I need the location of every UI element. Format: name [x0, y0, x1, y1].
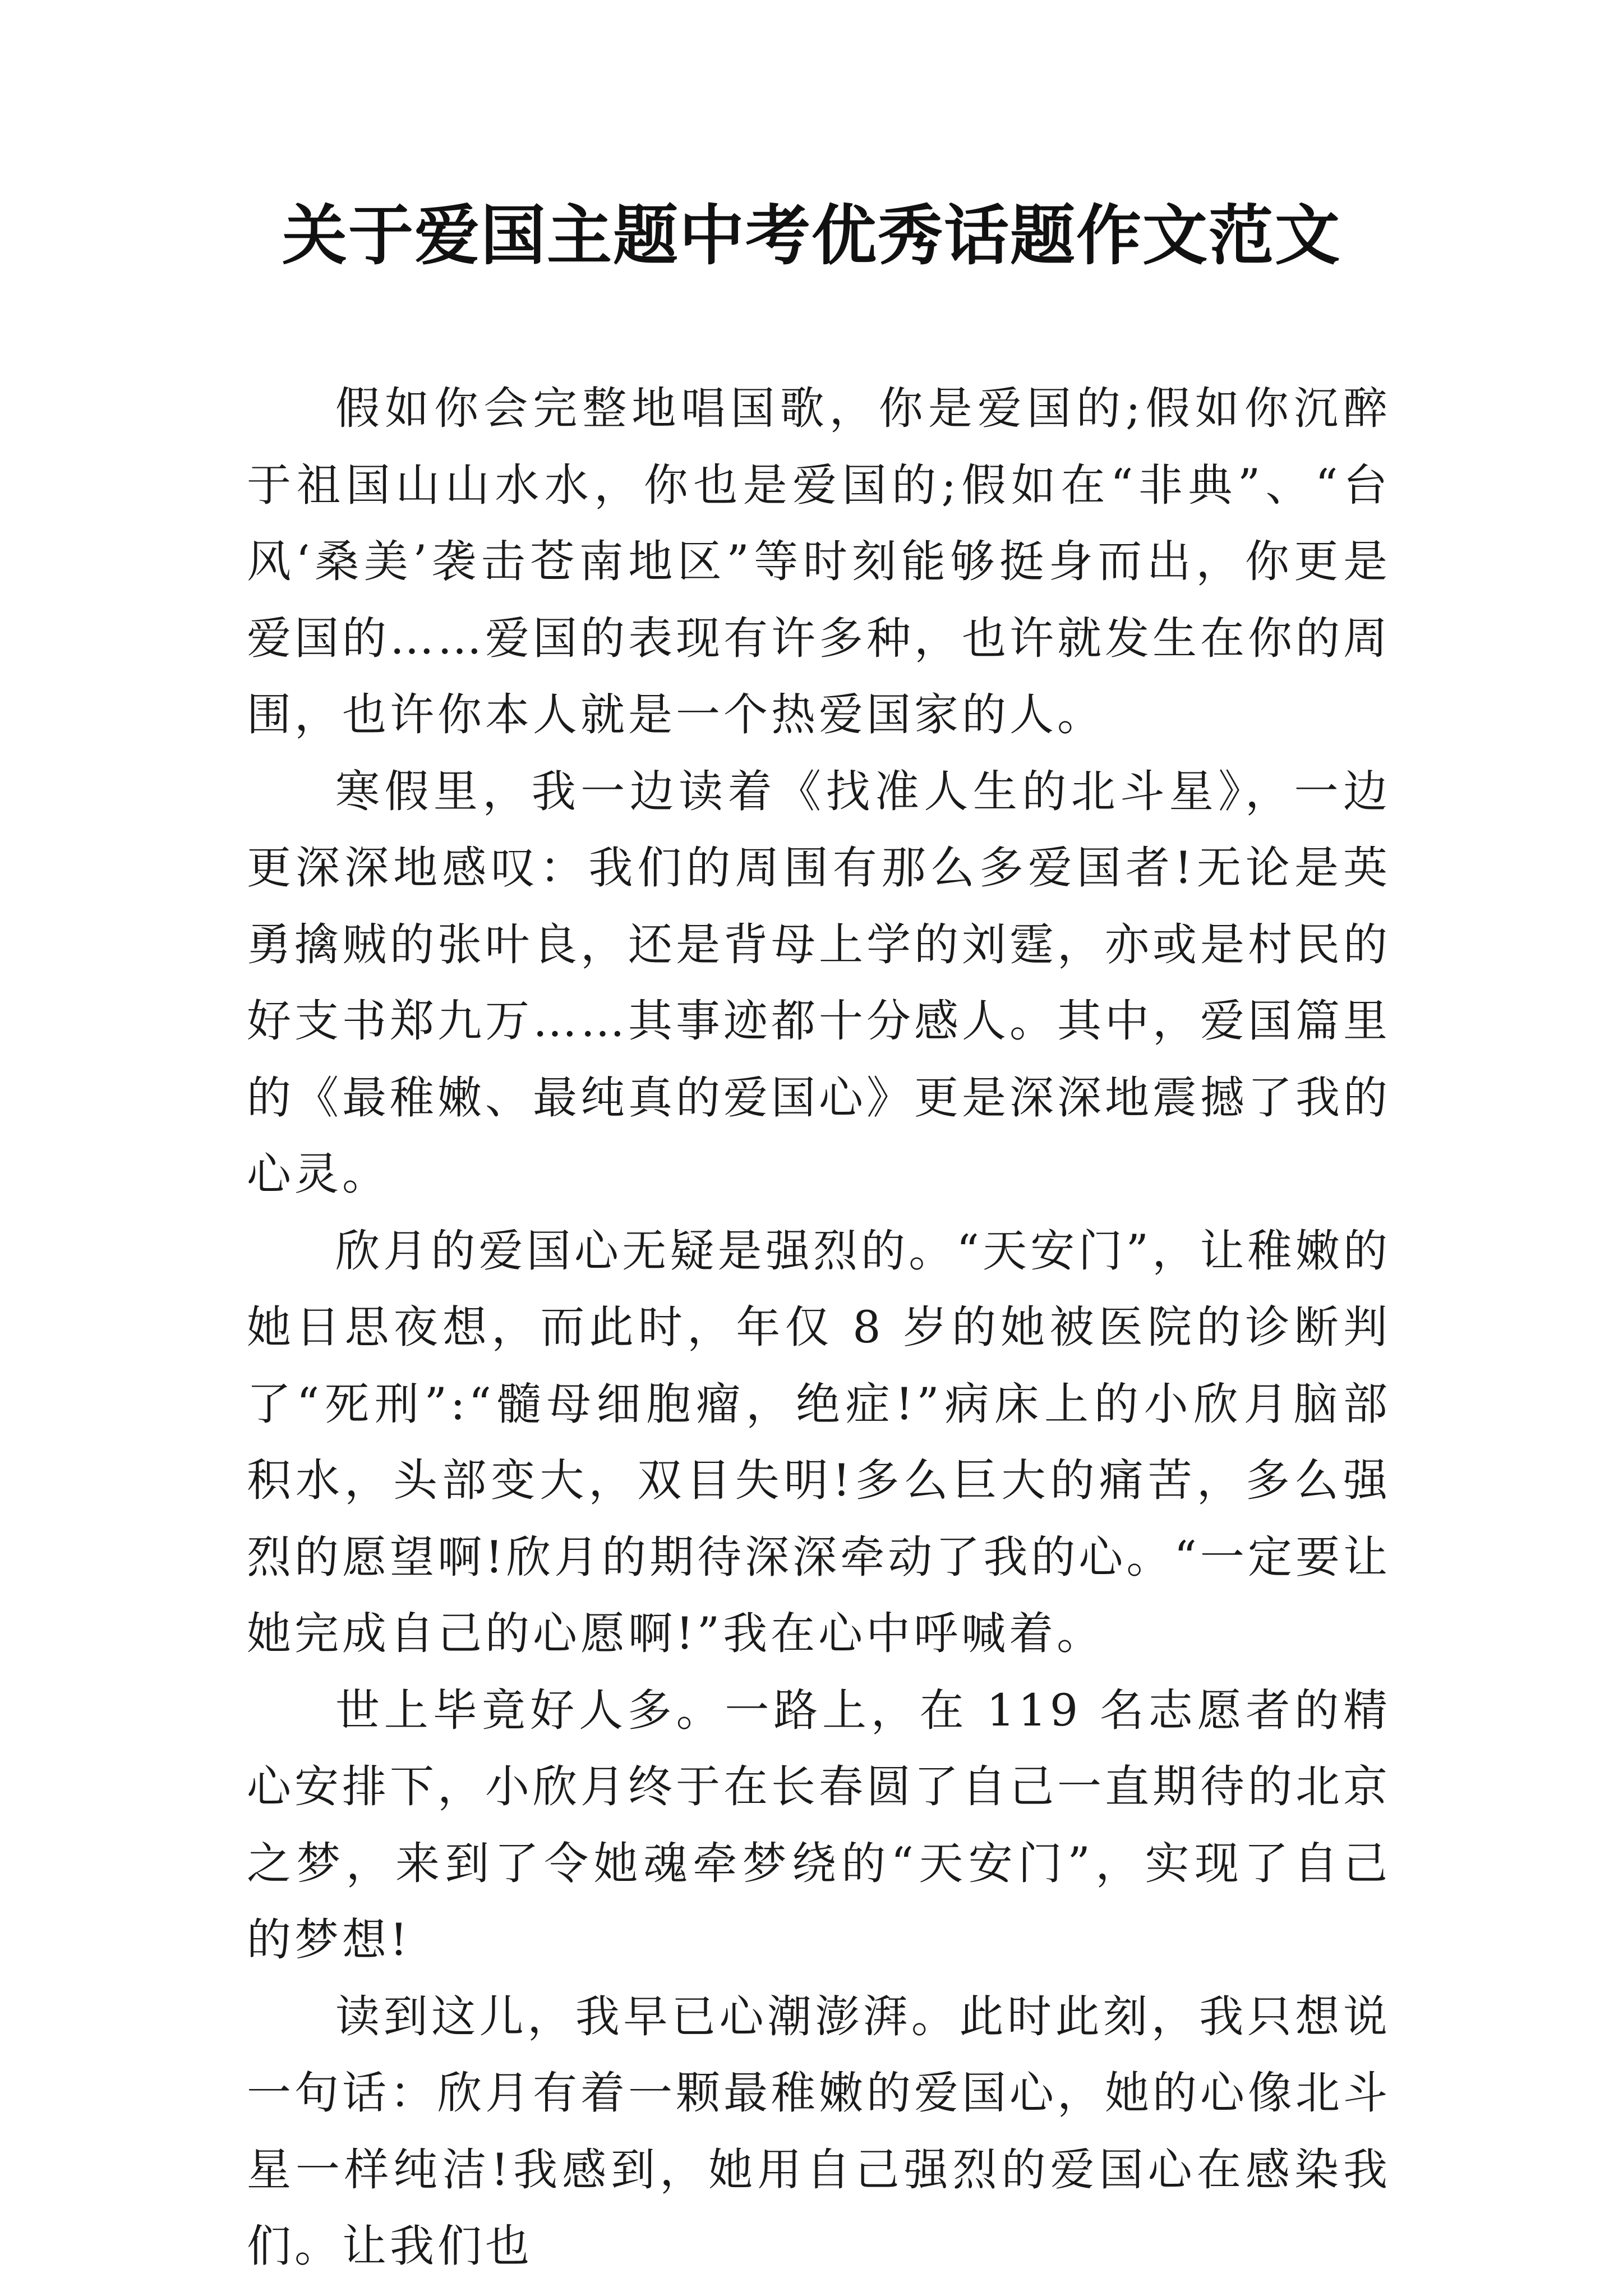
- document-body: [247, 370, 1391, 2285]
- paragraph: 世上毕竟好人多。一路上，在 119 名志愿者的精心安排下，小欣月终于在长春圆了自己一直期待的北京之梦，来到了令她魂牵梦绕的“天安门”，实现了自己的梦想!: [247, 1684, 1391, 1966]
- document-title: 关于爱国主题中考优秀话题作文范文: [282, 197, 1341, 274]
- paragraph: 欣月的爱国心无疑是强烈的。“天安门”，让稚嫩的她日思夜想，而此时，年仅 8 岁的她被医院的诊断判了“死刑”:“髓母细胞瘤，绝症!”病床上的小欣月脑部积水，头部变大，双目失明!多么巨大的痛苦，多么强烈的愿望啊!欣月的期待深深牵动了我的心。“一定要让她完成自己的心愿啊!”我在心中呼喊着。: [247, 1225, 1391, 1659]
- paragraph: 寒假里，我一边读着《找准人生的北斗星》，一边更深深地感叹：我们的周围有那么多爱国者!无论是英勇擒贼的张叶良，还是背母上学的刘霆，亦或是村民的好支书郑九万……其事迹都十分感人。其中，爱国篇里的《最稚嫩、最纯真的爱国心》更是深深地震撼了我的心灵。: [247, 765, 1391, 1200]
- paragraph: 读到这儿，我早已心潮澎湃。此时此刻，我只想说一句话：欣月有着一颗最稚嫩的爱国心，她的心像北斗星一样纯洁!我感到，她用自己强烈的爱国心在感染我们。让我们也: [247, 1990, 1391, 2272]
- paragraph: 假如你会完整地唱国歌，你是爱国的;假如你沉醉于祖国山山水水，你也是爱国的;假如在“非典”、“台风‘桑美’袭击苍南地区”等时刻能够挺身而出，你更是爱国的……爱国的表现有许多种，也许就发生在你的周围，也许你本人就是一个热爱国家的人。: [247, 383, 1391, 740]
